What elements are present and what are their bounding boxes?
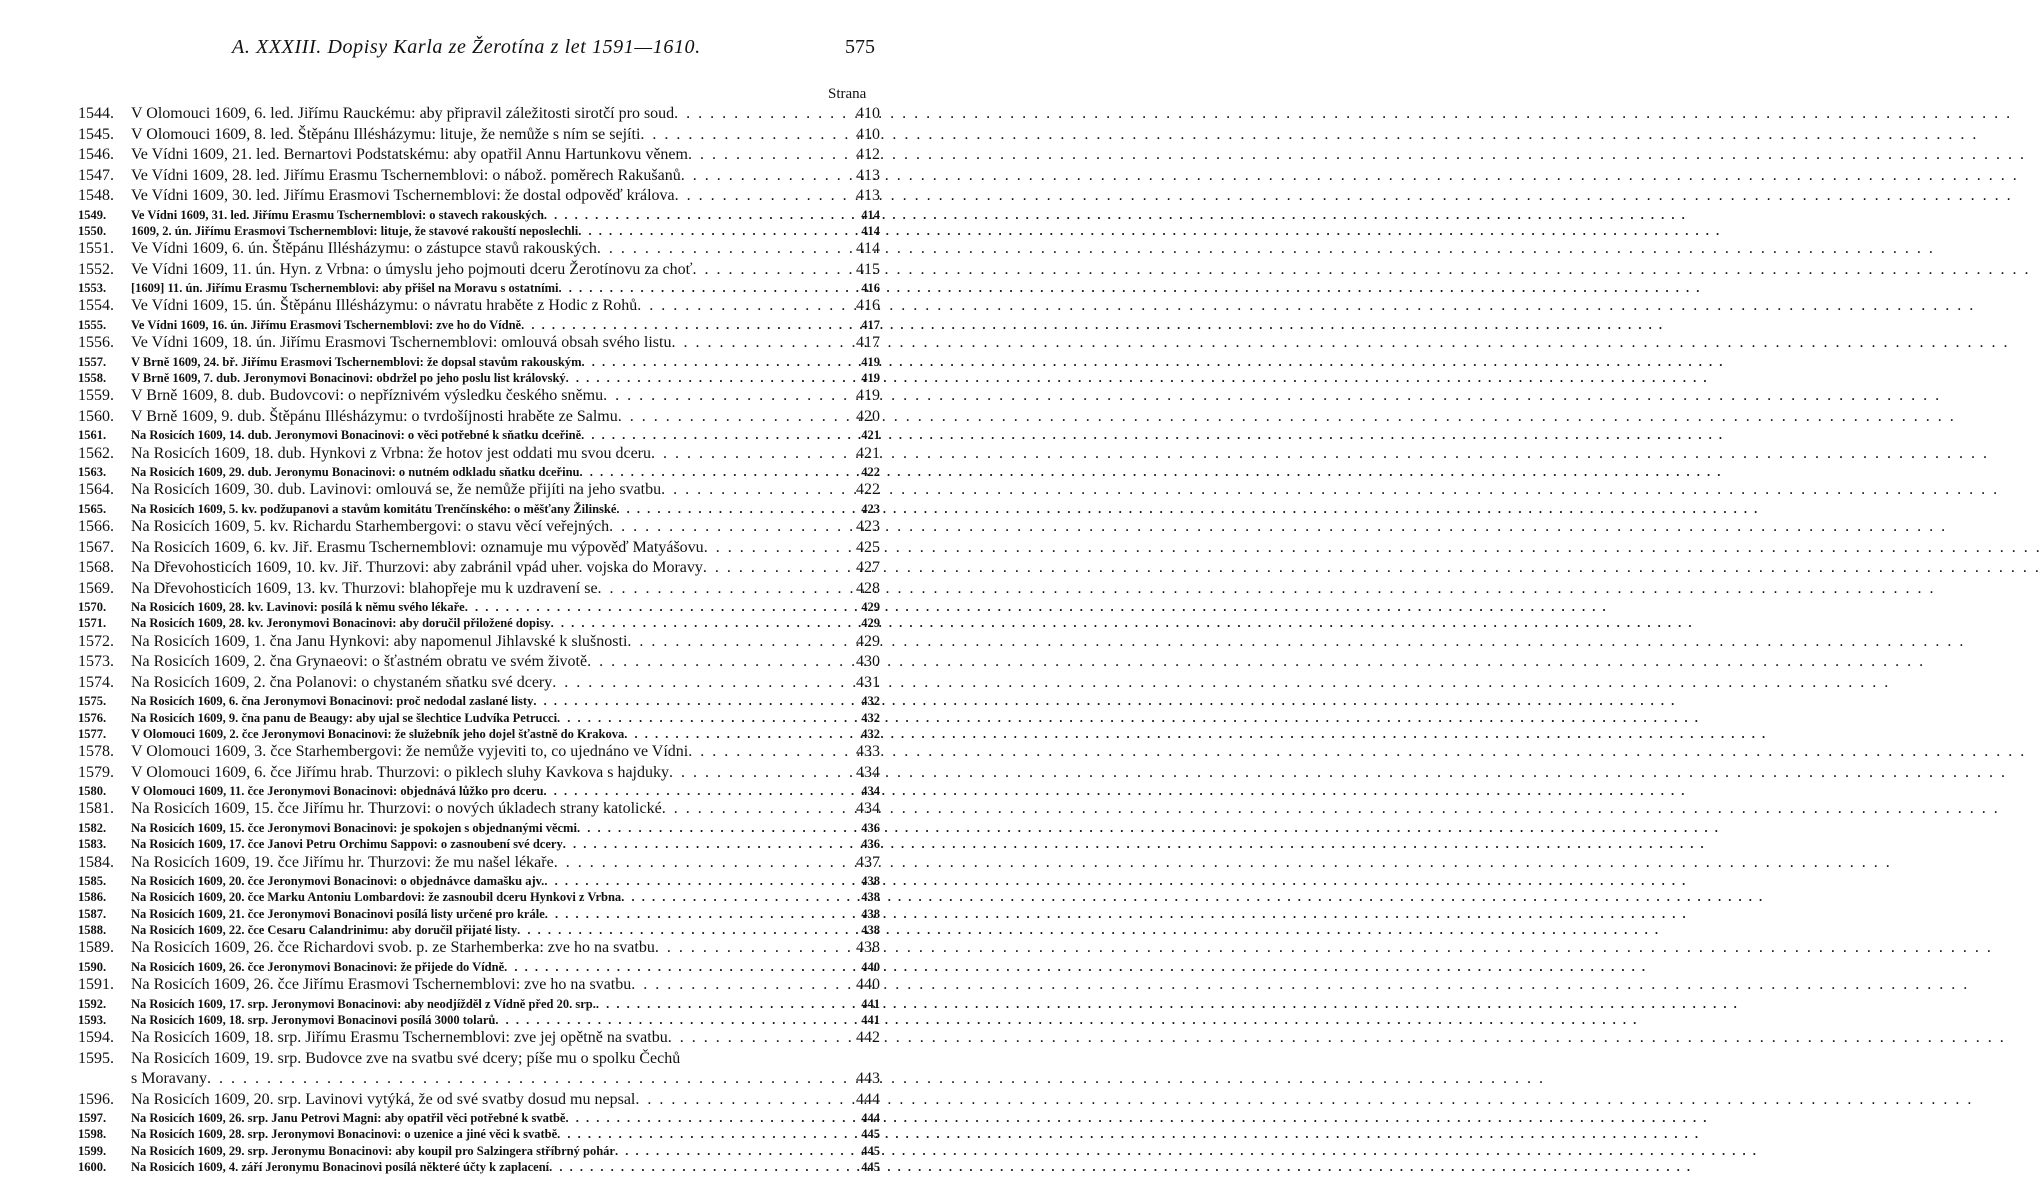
entry-text: Ve Vídni 1609, 11. ún. Hyn. z Vrbna: o úmyslu jeho pojmouti dceru Žerotínovu za choť [131, 260, 693, 278]
dot-leader [597, 240, 852, 258]
entry-page: 414 [861, 223, 880, 238]
entry-page: 432 [861, 726, 880, 741]
entry-number: 1558. [78, 370, 107, 385]
entry-text: Na Rosicích 1609, 5. kv. podžupanovi a stavům komitátu Trenčínského: o měšťany Žilinské [131, 501, 617, 516]
dot-leader [668, 1029, 852, 1047]
list-item [78, 261, 880, 282]
list-item [78, 355, 880, 371]
dot-leader [662, 800, 852, 818]
list-item [78, 854, 880, 875]
entry-number: 1595. [78, 1049, 114, 1067]
list-item [78, 167, 880, 188]
dot-leader [544, 874, 857, 888]
entry-page: 422 [856, 481, 880, 499]
entry-text: Ve Vídni 1609, 15. ún. Štěpánu Illésházymu: o návratu hraběte z Hodic z Rohů [131, 297, 638, 315]
entry-number: 1583. [78, 837, 107, 852]
entry-page: 421 [861, 428, 880, 443]
dot-leader [579, 465, 857, 479]
entry-page: 410 [856, 125, 880, 143]
document-page [0, 0, 960, 1178]
list-item [78, 481, 880, 502]
list-item [78, 784, 880, 800]
entry-text: V Brně 1609, 8. dub. Budovcovi: o nepříznivém výsledku českého sněmu [131, 387, 604, 405]
dot-leader [609, 518, 852, 536]
entry-number: 1555. [78, 317, 107, 332]
dot-leader [557, 1127, 857, 1141]
dot-leader [544, 208, 857, 222]
entry-page: 436 [861, 837, 880, 852]
list-item [78, 907, 880, 923]
dot-leader [563, 837, 858, 851]
entry-number: 1556. [78, 334, 114, 352]
entry-page: 441 [861, 1012, 880, 1027]
entry-text: Na Dřevohosticích 1609, 13. kv. Thurzovi: blahopřeje mu k uzdravení se [131, 579, 598, 597]
dot-leader [635, 1091, 852, 1109]
list-item [78, 371, 880, 387]
dot-leader [637, 297, 852, 315]
entry-page: 434 [856, 763, 880, 781]
list-item [78, 126, 880, 147]
entry-number: 1561. [78, 428, 107, 443]
list-item [78, 445, 880, 466]
list-item [78, 800, 880, 821]
entry-page: 431 [856, 673, 880, 691]
entry-text: Na Rosicích 1609, 20. čce Marku Antoniu Lombardovi: že zasnoubil dceru Hynkovi z Vrbna [131, 890, 622, 905]
list-item [78, 408, 880, 429]
entry-text: V Olomouci 1609, 3. čce Starhembergovi: že nemůže vyjeviti to, co ujednáno ve Vídni [131, 743, 689, 761]
entry-text: Na Rosicích 1609, 14. dub. Jeronymovi Bonacinovi: o věci potřebné k sňatku dceřině [131, 428, 582, 443]
dot-leader [661, 481, 852, 499]
entry-text: Ve Vídni 1609, 31. led. Jiřímu Erasmu Tschernemblovi: o stavech rakouských [131, 207, 544, 222]
entry-text: Na Rosicích 1609, 6. čna Jeronymovi Bonacinovi: proč nedodal zaslané listy [131, 694, 534, 709]
dot-leader [554, 854, 852, 872]
list-item [78, 502, 880, 518]
list-item [78, 653, 880, 674]
list-item [78, 428, 880, 444]
list-item [78, 923, 880, 939]
entry-number: 1557. [78, 354, 107, 369]
entry-page: 442 [856, 1029, 880, 1047]
dot-leader [549, 1160, 857, 1174]
entry-number: 1585. [78, 874, 107, 889]
entry-text: Ve Vídni 1609, 18. ún. Jiřímu Erasmovi Tschernemblovi: omlouvá obsah svého listu [131, 334, 672, 352]
entry-text: Na Rosicích 1609, 2. čna Grynaeovi: o šťastném obratu ve svém životě [131, 653, 588, 671]
dot-leader [578, 224, 857, 238]
dot-leader [693, 261, 853, 279]
list-item [78, 105, 880, 126]
list-item [78, 821, 880, 837]
entry-number: 1587. [78, 906, 107, 921]
dot-leader [651, 445, 852, 463]
entry-number: 1596. [78, 1090, 114, 1108]
dot-leader [596, 997, 857, 1011]
entry-number: 1580. [78, 784, 107, 799]
entry-page: 415 [856, 260, 880, 278]
entry-page: 438 [861, 890, 880, 905]
entry-page: 413 [856, 187, 880, 204]
entry-text: Na Rosicích 1609, 6. kv. Jiř. Erasmu Tschernemblovi: oznamuje mu výpověď Matyášovu [131, 538, 704, 556]
entry-number: 1581. [78, 800, 114, 818]
entry-page: 429 [856, 632, 880, 650]
entry-page: 429 [861, 600, 880, 615]
entry-page: 445 [861, 1160, 880, 1175]
entry-text: Na Dřevohosticích 1609, 10. kv. Jiř. Thurzovi: aby zabránil vpád uher. vojska do Moravy [131, 559, 703, 577]
entry-text: V Brně 1609, 24. bř. Jiřímu Erasmovi Tschernemblovi: že dopsal stavům rakouským [131, 354, 582, 369]
entry-text: Na Rosicích 1609, 15. čce Jeronymovi Bonacinovi: je spokojen s objednanými věcmi [131, 820, 577, 835]
dot-leader [465, 600, 858, 614]
entry-page: 438 [861, 906, 880, 921]
list-item [78, 600, 880, 616]
dot-leader [533, 694, 857, 708]
entry-text: Na Rosicích 1609, 26. čce Richardovi svob. p. ze Starhemberka: zve ho na svatbu [131, 939, 655, 957]
dot-leader [566, 371, 858, 385]
entry-number: 1574. [78, 673, 114, 691]
dot-leader [557, 711, 857, 725]
dot-leader [669, 764, 852, 782]
entry-number: 1584. [78, 853, 114, 871]
entry-page: 413 [856, 166, 880, 184]
entry-page: 417 [856, 334, 880, 352]
entry-page: 443 [856, 1070, 880, 1088]
list-item [78, 674, 880, 695]
list-item [78, 208, 880, 224]
entry-number: 1547. [78, 166, 114, 184]
list-item-continuation [78, 1070, 880, 1091]
list-item [78, 224, 880, 240]
entry-text: Na Rosicích 1609, 26. čce Jeronymovi Bonacinovi: že přijede do Vídně [131, 959, 505, 974]
entry-number: 1600. [78, 1160, 107, 1175]
dot-leader [688, 146, 852, 164]
entry-number: 1589. [78, 939, 114, 957]
list-item [78, 837, 880, 853]
entry-page: 419 [861, 354, 880, 369]
list-item [78, 874, 880, 890]
entry-page: 432 [861, 710, 880, 725]
list-item [78, 633, 880, 654]
dot-leader [207, 1070, 852, 1088]
entry-text: Ve Vídni 1609, 6. ún. Štěpánu Illésházymu: o zástupce stavů rakouských [131, 240, 597, 258]
list-item [78, 960, 880, 976]
dot-leader [521, 318, 857, 332]
entry-text: Na Rosicích 1609, 15. čce Jiřímu hr. Thurzovi: o nových úkladech strany katolické [131, 800, 662, 818]
entry-text: Na Rosicích 1609, 17. srp. Jeronymovi Bonacinovi: aby neodjížděl z Vídně před 20. srp. [131, 996, 596, 1011]
list-item [78, 1127, 880, 1143]
entry-text: Na Rosicích 1609, 4. září Jeronymu Bonacinovi posílá některé účty k zaplacení [131, 1160, 550, 1175]
entry-page: 433 [856, 743, 880, 761]
entry-page: 420 [856, 407, 880, 425]
running-title: A. XXXIII. Dopisy Karla ze Žerotína z let 1591—1610. [232, 36, 701, 58]
entry-text: Na Rosicích 1609, 19. srp. Budovce zve na svatbu své dcery; píše mu o spolku Čechů [131, 1049, 681, 1067]
entry-page: 432 [861, 694, 880, 709]
list-item [78, 890, 880, 906]
entry-page: 417 [861, 317, 880, 332]
entry-text: V Brně 1609, 9. dub. Štěpánu Illésházymu: o tvrdošíjnosti hraběte ze Salmu [131, 407, 618, 425]
dot-leader [675, 187, 852, 205]
dot-leader [671, 334, 852, 352]
list-item [78, 518, 880, 539]
entry-page: 419 [856, 387, 880, 405]
entry-page: 445 [861, 1127, 880, 1142]
dot-leader [627, 633, 852, 651]
entry-text: V Olomouci 1609, 2. čce Jeronymovi Bonacinovi: že služebník jeho dojel šťastně do Krakova [131, 726, 625, 741]
entry-text: [1609] 11. ún. Jiřímu Erasmu Tschernemblovi: aby přišel na Moravu s ostatními [131, 281, 559, 296]
dot-leader [587, 653, 852, 671]
dot-leader [581, 428, 857, 442]
dot-leader [621, 890, 857, 904]
dot-leader [674, 105, 852, 123]
entry-text: Na Rosicích 1609, 21. čce Jeronymovi Bonacinovi posílá listy určené pro krále [131, 906, 545, 921]
list-item [78, 743, 880, 764]
entry-page: 430 [856, 653, 880, 671]
list-item [78, 997, 880, 1013]
entry-text: Na Rosicích 1609, 22. čce Cesaru Calandrinimu: aby doručil přijaté listy [131, 922, 518, 937]
entry-number: 1565. [78, 501, 107, 516]
entry-text: Na Rosicích 1609, 26. srp. Janu Petrovi Magni: aby opatřil věci potřebné k svatbě [131, 1111, 566, 1126]
entry-text: Na Rosicích 1609, 28. srp. Jeronymovi Bonacinovi: o uzenice a jiné věci k svatbě [131, 1127, 558, 1142]
entry-page: 423 [856, 518, 880, 536]
entry-page: 434 [856, 800, 880, 818]
list-item [78, 580, 880, 601]
column-label-strana: Strana [828, 86, 867, 102]
entry-text: V Olomouci 1609, 11. čce Jeronymovi Bonacinovi: objednává lůžko pro dceru [131, 784, 544, 799]
entry-number: 1578. [78, 743, 114, 761]
entry-number: 1551. [78, 240, 114, 258]
dot-leader [495, 1013, 857, 1027]
entry-page: 423 [861, 501, 880, 516]
entry-number: 1566. [78, 518, 114, 536]
list-item [78, 1029, 880, 1050]
entry-text: s Moravany [131, 1070, 207, 1088]
entry-text: Na Rosicích 1609, 18. dub. Hynkovi z Vrbna: že hotov jest oddati mu svou dceru [131, 444, 651, 462]
entry-page: 416 [861, 281, 880, 296]
entry-text: Na Rosicích 1609, 1. čna Janu Hynkovi: aby napomenul Jihlavské k slušnosti [131, 632, 628, 650]
entry-text: 1609, 2. ún. Jiřímu Erasmovi Tschernemblovi: lituje, že stavové rakouští neposlechli [131, 223, 579, 238]
entry-text: Na Rosicích 1609, 28. kv. Lavinovi: posílá k němu svého lékaře [131, 600, 465, 615]
entry-text: Ve Vídni 1609, 28. led. Jiřímu Erasmu Tschernemblovi: o nábož. poměrech Rakušanů [131, 166, 681, 184]
dot-leader [565, 1111, 857, 1125]
entry-text: Na Rosicích 1609, 28. kv. Jeronymovi Bonacinovi: aby doručil přiložené dopisy [131, 616, 551, 631]
entry-page: 445 [861, 1143, 880, 1158]
entry-number: 1588. [78, 922, 107, 937]
entry-number: 1582. [78, 820, 107, 835]
list-item [78, 318, 880, 334]
list-item [78, 240, 880, 261]
entry-page: 422 [861, 465, 880, 480]
entry-page: 427 [856, 559, 880, 577]
list-item [78, 187, 880, 208]
dot-leader [655, 939, 852, 957]
list-item [78, 281, 880, 297]
entry-number: 1554. [78, 297, 114, 315]
list-item [78, 1050, 880, 1071]
entry-number: 1567. [78, 538, 114, 556]
entry-number: 1568. [78, 559, 114, 577]
dot-leader [640, 126, 852, 144]
entry-text: Na Rosicích 1609, 29. dub. Jeronymu Bonacinovi: o nutném odkladu sňatku dceřinu [131, 465, 580, 480]
entry-text: Na Rosicích 1609, 2. čna Polanovi: o chystaném sňatku své dcery [131, 673, 553, 691]
entry-number: 1593. [78, 1012, 107, 1027]
dot-leader [688, 743, 852, 761]
list-item [78, 939, 880, 960]
entry-text: Na Rosicích 1609, 29. srp. Jeronymu Bonacinovi: aby koupil pro Salzingera stříbrný pohár [131, 1143, 615, 1158]
page-header [0, 36, 960, 66]
entry-page: 440 [856, 976, 880, 994]
list-item [78, 694, 880, 710]
entry-number: 1550. [78, 223, 107, 238]
entry-page: 414 [861, 207, 880, 222]
entry-number: 1564. [78, 481, 114, 499]
list-item [78, 334, 880, 355]
entry-text: Na Rosicích 1609, 19. čce Jiřímu hr. Thurzovi: že mu našel lékaře [131, 853, 554, 871]
entry-text: V Brně 1609, 7. dub. Jeronymovi Bonacinovi: obdržel po jeho poslu list královský [131, 370, 566, 385]
dot-leader [598, 580, 852, 598]
entry-page: 428 [856, 579, 880, 597]
entry-number: 1576. [78, 710, 107, 725]
entry-page: 412 [856, 146, 880, 163]
list-item [78, 146, 880, 167]
entry-number: 1575. [78, 694, 107, 709]
list-item [78, 387, 880, 408]
entry-text: Na Rosicích 1609, 18. srp. Jiřímu Erasmu Tschernemblovi: zve jej opětně na svatbu [131, 1029, 668, 1047]
entry-number: 1546. [78, 146, 114, 163]
entry-page: 438 [856, 939, 880, 957]
dot-leader [577, 821, 857, 835]
entry-number: 1548. [78, 187, 114, 204]
entry-page: 429 [861, 616, 880, 631]
entry-text: V Olomouci 1609, 6. led. Jiřímu Rauckému: aby připravil záležitosti sirotčí pro soud [131, 105, 675, 122]
entry-number: 1594. [78, 1029, 114, 1047]
entry-page: 438 [861, 874, 880, 889]
entry-number: 1571. [78, 616, 107, 631]
entry-text: Ve Vídni 1609, 30. led. Jiřímu Erasmovi Tschernemblovi: že dostal odpověď králova [131, 187, 675, 204]
entry-page: 438 [861, 922, 880, 937]
entry-page: 434 [861, 784, 880, 799]
entry-text: V Olomouci 1609, 8. led. Štěpánu Illésházymu: lituje, že nemůže s ním se sejíti [131, 125, 641, 143]
entry-text: Na Rosicích 1609, 30. dub. Lavinovi: omlouvá se, že nemůže přijíti na jeho svatbu [131, 481, 662, 499]
list-item [78, 539, 880, 560]
dot-leader [681, 167, 852, 185]
dot-leader [551, 616, 858, 630]
entry-number: 1545. [78, 125, 114, 143]
dot-leader [558, 281, 857, 295]
list-item [78, 976, 880, 997]
entry-number: 1573. [78, 653, 114, 671]
dot-leader [616, 502, 857, 516]
dot-leader [618, 408, 852, 426]
entry-page: 414 [856, 240, 880, 258]
entry-text: Ve Vídni 1609, 21. led. Bernartovi Podstatskému: aby opatřil Annu Hartunkovu věnem [131, 146, 688, 163]
entry-page: 425 [856, 538, 880, 556]
list-item [78, 559, 880, 580]
entry-page: 421 [856, 444, 880, 462]
dot-leader [552, 674, 852, 692]
entry-text: V Olomouci 1609, 6. čce Jiřímu hrab. Thurzovi: o piklech sluhy Kavkova s hajduky [131, 763, 669, 781]
entry-page: 444 [856, 1090, 880, 1108]
entry-number: 1577. [78, 726, 107, 741]
list-item [78, 711, 880, 727]
letter-index-list [78, 105, 880, 1176]
entry-text: Na Rosicích 1609, 20. srp. Lavinovi vytýká, že od své svatby dosud mu nepsal [131, 1090, 636, 1108]
entry-number: 1569. [78, 579, 114, 597]
entry-text: Na Rosicích 1609, 20. čce Jeronymovi Bonacinovi: o objednávce damašku ajv. [131, 874, 545, 889]
entry-text: Na Rosicích 1609, 17. čce Janovi Petru Orchimu Sappovi: o zasnoubení své dcery [131, 837, 563, 852]
entry-number: 1559. [78, 387, 114, 405]
entry-page: 416 [856, 297, 880, 315]
page-number: 575 [845, 36, 875, 58]
entry-number: 1563. [78, 465, 107, 480]
dot-leader [517, 923, 857, 937]
list-item [78, 465, 880, 481]
entry-number: 1562. [78, 444, 114, 462]
entry-number: 1572. [78, 632, 114, 650]
entry-page: 436 [861, 820, 880, 835]
dot-leader [603, 387, 852, 405]
dot-leader [544, 784, 858, 798]
entry-number: 1592. [78, 996, 107, 1011]
entry-number: 1552. [78, 260, 114, 278]
entry-number: 1597. [78, 1111, 107, 1126]
dot-leader [703, 559, 852, 577]
entry-text: Na Rosicích 1609, 5. kv. Richardu Starhembergovi: o stavu věcí veřejných [131, 518, 610, 536]
entry-number: 1549. [78, 207, 107, 222]
entry-page: 410 [856, 105, 880, 122]
entry-text: Na Rosicích 1609, 9. čna panu de Beaugy: aby ujal se šlechtice Ludvíka Petrucci [131, 710, 558, 725]
entry-number: 1544. [78, 105, 114, 122]
entry-page: 441 [861, 996, 880, 1011]
dot-leader [631, 976, 852, 994]
entry-text: Ve Vídni 1609, 16. ún. Jiřímu Erasmovi Tschernemblovi: zve ho do Vídně [131, 317, 522, 332]
entry-number: 1599. [78, 1143, 107, 1158]
entry-number: 1598. [78, 1127, 107, 1142]
entry-text: Na Rosicích 1609, 26. čce Jiřímu Erasmovi Tschernemblovi: zve ho na svatbu [131, 976, 632, 994]
entry-text: Na Rosicích 1609, 18. srp. Jeronymovi Bonacinovi posílá 3000 tolarů [131, 1012, 496, 1027]
dot-leader [545, 907, 857, 921]
list-item [78, 1091, 880, 1112]
entry-page: 437 [856, 853, 880, 871]
entry-page: 419 [861, 370, 880, 385]
entry-page: 440 [861, 959, 880, 974]
dot-leader [504, 960, 857, 974]
list-item [78, 1144, 880, 1160]
entry-number: 1591. [78, 976, 114, 994]
entry-number: 1579. [78, 763, 114, 781]
list-item [78, 1013, 880, 1029]
dot-leader [582, 355, 858, 369]
list-item [78, 727, 880, 743]
list-item [78, 297, 880, 318]
list-item [78, 1111, 880, 1127]
dot-leader [704, 539, 852, 557]
entry-number: 1553. [78, 281, 107, 296]
list-item [78, 616, 880, 632]
entry-number: 1570. [78, 600, 107, 615]
list-item [78, 1160, 880, 1176]
entry-number: 1586. [78, 890, 107, 905]
entry-number: 1590. [78, 959, 107, 974]
dot-leader [624, 727, 857, 741]
entry-number: 1560. [78, 407, 114, 425]
list-item [78, 764, 880, 785]
dot-leader [615, 1144, 857, 1158]
entry-page: 444 [861, 1111, 880, 1126]
